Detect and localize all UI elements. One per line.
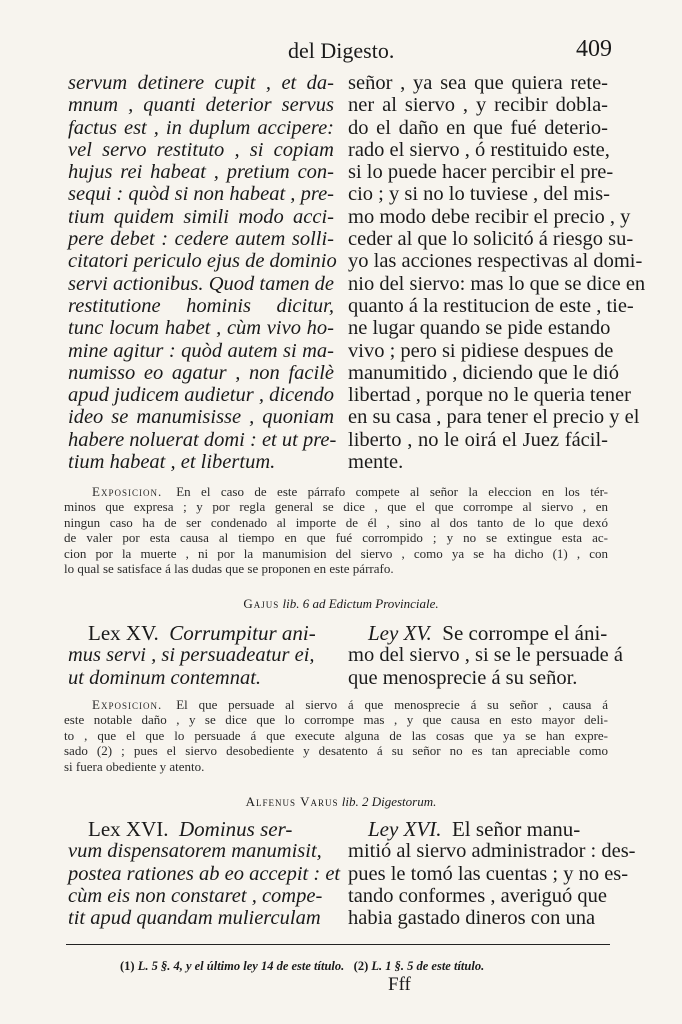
exposicion-block2 bbox=[64, 697, 608, 774]
lex-line bbox=[88, 622, 334, 644]
footnote-1-text: L. 5 §. 4, y el último ley 14 de este título. bbox=[137, 959, 345, 973]
lex-xv-latin bbox=[68, 621, 334, 689]
latin-line: servi actionibus. Quod tamen de bbox=[68, 272, 334, 295]
source-author: Gajus bbox=[243, 596, 280, 611]
latin-line: mnum , quanti deterior servus bbox=[68, 94, 334, 117]
spanish-line: vivo ; pero si pidiese despues de bbox=[348, 339, 614, 362]
ley-line: mitió al siervo administrador : des- bbox=[348, 840, 636, 863]
exposicion-label: Exposicion. bbox=[92, 484, 163, 499]
latin-column-block1 bbox=[68, 72, 337, 474]
exposicion-text: En el caso de este párrafo compete al señor la eleccion en los tér- bbox=[176, 484, 608, 499]
spanish-line: rado el siervo , ó restituido este, bbox=[348, 138, 610, 161]
page-number: 409 bbox=[576, 36, 612, 62]
lex-line: ut dominum contemnat. bbox=[68, 666, 262, 689]
latin-line: pere debet : cedere autem solli- bbox=[68, 228, 334, 251]
footnote-2-mark: (2) bbox=[353, 959, 369, 973]
latin-line: habere noluerat domi : et ut pre- bbox=[68, 428, 337, 451]
running-header-title: del Digesto. bbox=[288, 38, 395, 63]
spanish-line: quanto á la restitucion de este , tie- bbox=[348, 294, 634, 317]
exposicion-line: lo qual se satisface á las dudas que se proponen en este párrafo. bbox=[64, 560, 394, 576]
latin-line: tium habeat , et libertum. bbox=[68, 451, 276, 474]
spanish-line: mo modo debe recibir el precio , y bbox=[348, 205, 631, 228]
ley-label: Ley XV. bbox=[368, 621, 432, 645]
latin-line: tium quidem simili modo acci- bbox=[68, 205, 334, 228]
ley-line: pues le tomó las cuentas ; y no es- bbox=[348, 862, 629, 885]
spanish-line: en su casa , para tener el precio y el bbox=[348, 406, 640, 429]
spanish-line: ceder al que lo solicitó á riesgo su- bbox=[348, 228, 634, 251]
lex-text: Dominus ser- bbox=[178, 817, 293, 841]
spanish-line: yo las acciones respectivas al domi- bbox=[348, 250, 643, 273]
lex-text: Corrumpitur ani- bbox=[169, 621, 316, 645]
lex-line: vum dispensatorem manumisit, bbox=[68, 840, 322, 863]
lex-line: tit apud quandam mulierculam bbox=[68, 907, 321, 930]
spanish-line: nio del siervo: mas lo que se dice en bbox=[348, 272, 646, 295]
ley-text: El señor manu- bbox=[451, 817, 581, 841]
signature-mark: Fff bbox=[388, 974, 411, 995]
lex-label: Lex XV. bbox=[88, 621, 159, 645]
spanish-line: si lo puede hacer percibir el pre- bbox=[348, 161, 614, 184]
latin-line: servum detinere cupit , et da- bbox=[68, 72, 334, 94]
lex-line: postea rationes ab eo accepit : et bbox=[68, 862, 341, 885]
exposicion-block1 bbox=[64, 484, 608, 576]
source-citation-gajus bbox=[0, 596, 682, 612]
exposicion-line: to , que el que lo persuade á que execute alguna de las cosas que ya se han expre- bbox=[64, 727, 608, 743]
source-reference: lib. 2 Digestorum. bbox=[341, 794, 437, 809]
source-citation-alfenus bbox=[0, 794, 682, 810]
latin-line: tunc locum habet , cùm vivo ho- bbox=[68, 317, 334, 340]
exposicion-line: este notable daño , y se dice que lo corrompe mas , y que causa en esto mayor deli- bbox=[64, 712, 608, 728]
exposicion-text: El que persuade al siervo á que menosprecie á su señor , causa á bbox=[176, 697, 608, 712]
latin-line: restitutione hominis dicitur, bbox=[68, 294, 334, 317]
exposicion-line: sado (2) ; pues el siervo desobediente y desatento á su señor no es tan apreciable como bbox=[64, 743, 608, 759]
ley-line: mo del siervo , si se le persuade á bbox=[348, 644, 623, 667]
ley-line bbox=[368, 622, 610, 644]
exposicion-line: ningun caso ha de ser condenado al importe de él , sino al dos tanto de lo que dexó bbox=[64, 514, 608, 530]
spanish-line: cio ; y si no lo tuviese , del mis- bbox=[348, 183, 610, 206]
spanish-column-block1 bbox=[348, 72, 646, 474]
exposicion-line: si fuera obediente y atento. bbox=[64, 758, 205, 774]
latin-line: vel servo restituto , si copiam bbox=[68, 138, 334, 161]
ley-xv-spanish bbox=[348, 621, 623, 689]
latin-line: factus est , in duplum accipere: bbox=[68, 116, 334, 139]
ley-line: tando conformes , averiguó que bbox=[348, 884, 608, 907]
ley-text: Se corrompe el áni- bbox=[442, 621, 608, 645]
exposicion-line: cion por la muerte , ni por la manumision del siervo , como ya se ha dicho (1) , con bbox=[64, 545, 608, 561]
spanish-line: liberto , no le oirá el Juez fácil- bbox=[348, 428, 608, 451]
spanish-line: señor , ya sea que quiera rete- bbox=[348, 72, 608, 94]
latin-line: mine agitur : quòd autem si ma- bbox=[68, 339, 334, 362]
exposicion-line bbox=[64, 697, 608, 712]
latin-line: apud judicem audietur , dicendo bbox=[68, 384, 334, 407]
ley-line: que menosprecie á su señor. bbox=[348, 666, 578, 689]
footnote-2-text: L. 1 §. 5 de este título. bbox=[371, 959, 485, 973]
lex-line: cùm eis non constaret , compe- bbox=[68, 884, 323, 907]
exposicion-label: Exposicion. bbox=[92, 697, 163, 712]
spanish-line: libertad , porque no le queria tener bbox=[348, 384, 631, 407]
lex-label: Lex XVI. bbox=[88, 817, 169, 841]
spanish-line: manumitido , diciendo que le dió bbox=[348, 361, 620, 384]
ley-xvi-spanish bbox=[348, 817, 636, 930]
exposicion-line: minos que expresa ; y por regla general se dice , que el que corrompe al siervo , en bbox=[64, 499, 608, 515]
spanish-line: ne lugar quando se pide estando bbox=[348, 317, 611, 340]
source-reference: lib. 6 ad Edictum Provinciale. bbox=[282, 596, 439, 611]
exposicion-line: de valer por esta causa al tiempo en que fué corrompido ; y no se extingue esta ac- bbox=[64, 530, 608, 546]
latin-line: citatori periculo ejus de dominio bbox=[68, 250, 337, 273]
source-author: Alfenus Varus bbox=[245, 794, 339, 809]
exposicion-line bbox=[64, 484, 608, 499]
footnote-1-mark: (1) bbox=[120, 959, 135, 973]
latin-line: hujus rei habeat , pretium con- bbox=[68, 161, 334, 184]
lex-line bbox=[88, 818, 334, 840]
footnotes bbox=[120, 959, 484, 974]
spanish-line: do el daño en que fué deterio- bbox=[348, 116, 608, 139]
latin-line: ideo se manumisisse , quoniam bbox=[68, 406, 334, 429]
ley-line: habia gastado dineros con una bbox=[348, 907, 596, 930]
footnote-divider bbox=[66, 944, 610, 945]
ley-line bbox=[368, 818, 610, 840]
latin-line: sequi : quòd si non habeat , pre- bbox=[68, 183, 334, 206]
ley-label: Ley XVI. bbox=[368, 817, 442, 841]
lex-xvi-latin bbox=[68, 817, 341, 930]
spanish-line: ner al siervo , y recibir dobla- bbox=[348, 94, 608, 117]
spanish-line: mente. bbox=[348, 451, 404, 474]
latin-line: numisso eo agatur , non facilè bbox=[68, 361, 334, 384]
lex-line: mus servi , si persuadeatur ei, bbox=[68, 644, 315, 667]
